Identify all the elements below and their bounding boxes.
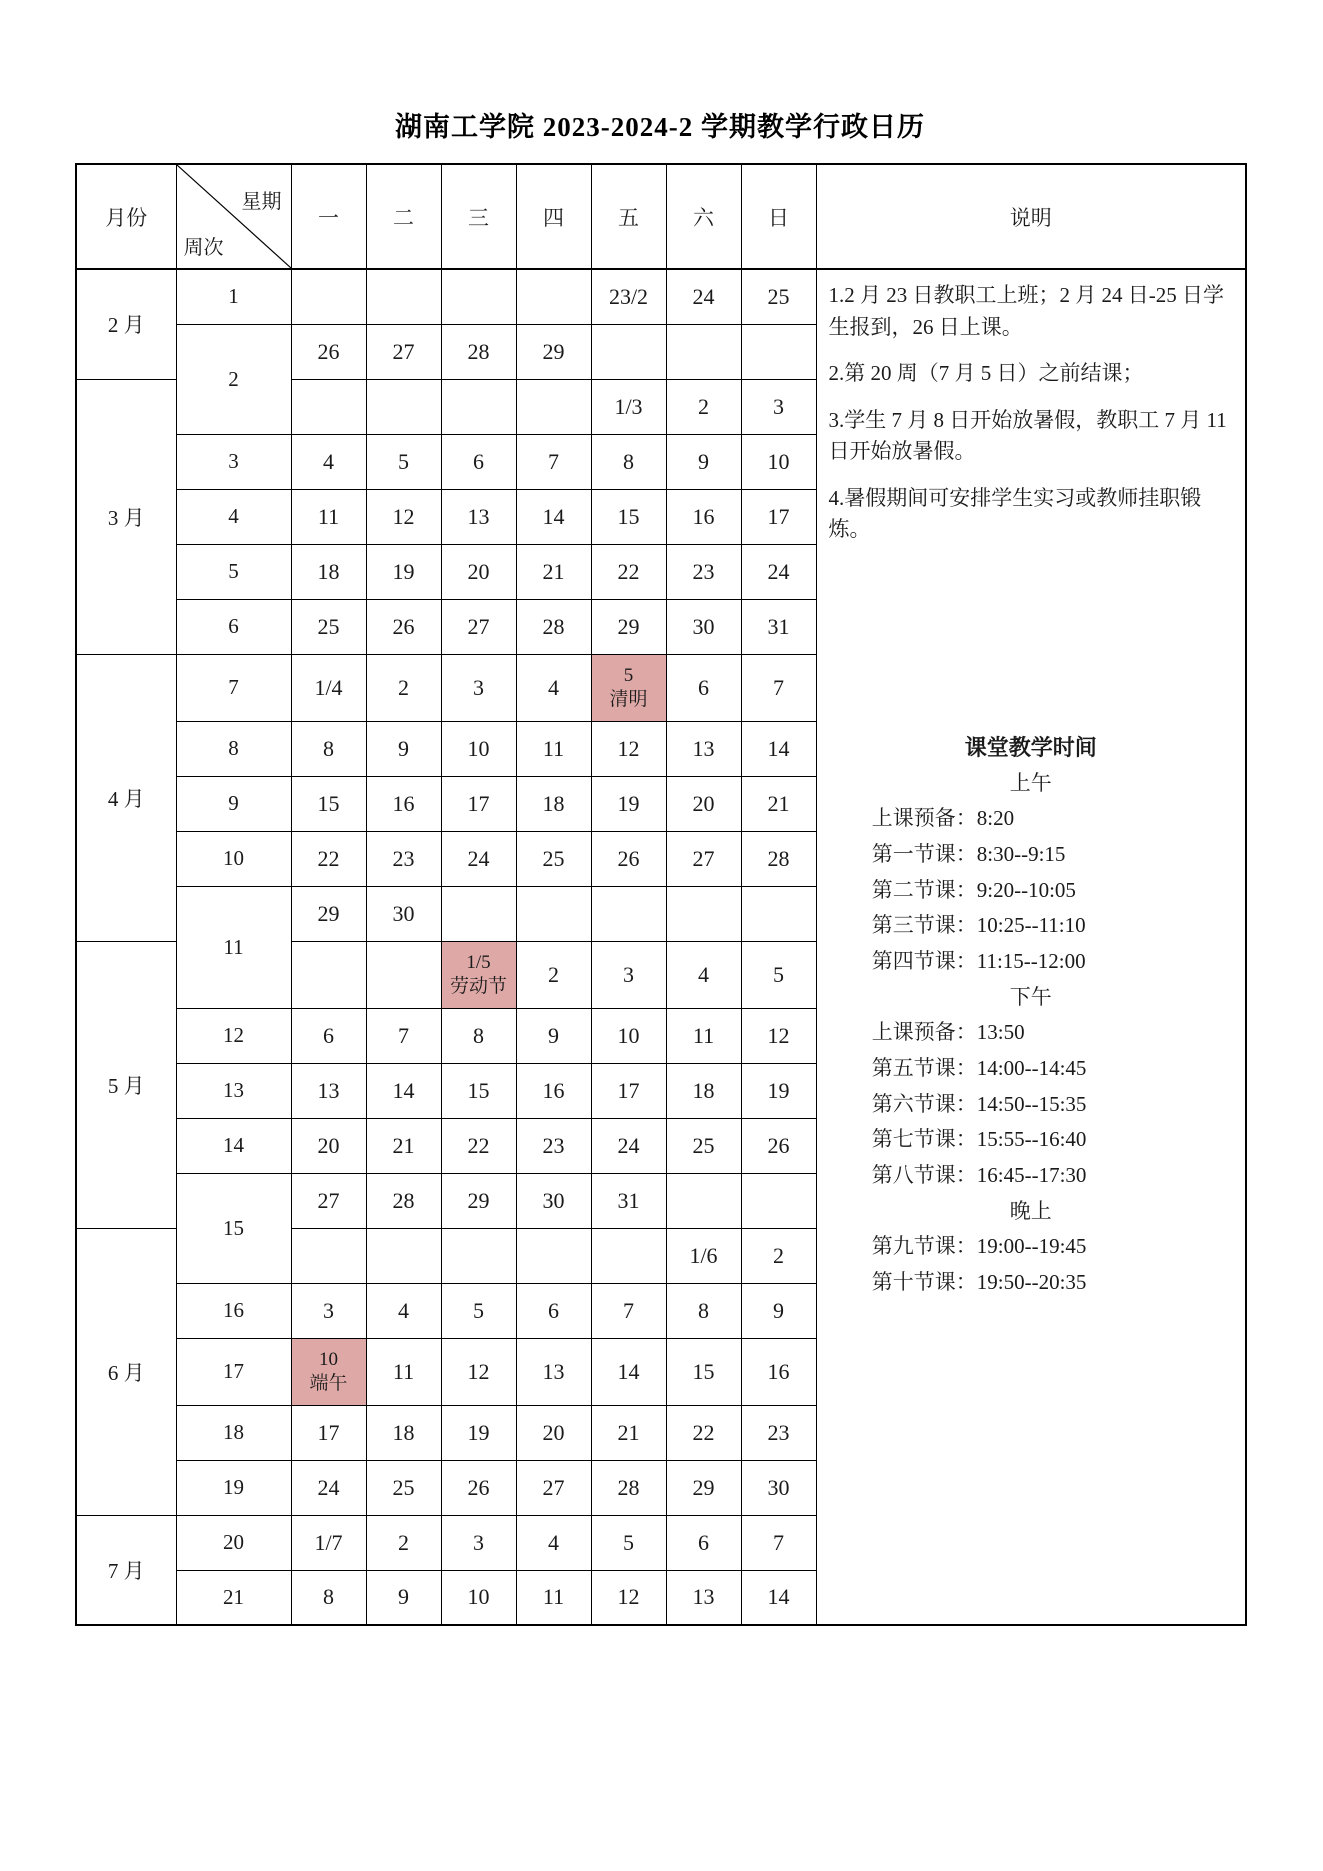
- header-weekday-label: 星期: [241, 191, 282, 213]
- week-cell-3: 3: [176, 434, 291, 489]
- day-cell: 13: [516, 1338, 591, 1405]
- day-cell: 23: [666, 544, 741, 599]
- day-cell: [366, 379, 441, 434]
- day-cell: 31: [591, 1173, 666, 1228]
- day-cell: 24: [441, 831, 516, 886]
- day-cell: [516, 886, 591, 941]
- header-weekno-label: 周次: [183, 237, 224, 259]
- day-cell: [291, 941, 366, 1008]
- day-cell: 20: [441, 544, 516, 599]
- day-cell: 11: [366, 1338, 441, 1405]
- day-cell: 14: [366, 1063, 441, 1118]
- day-cell: 29: [291, 886, 366, 941]
- schedule-line: 第八节课：16:45--17:30: [871, 1163, 1087, 1188]
- day-cell: 3: [441, 1515, 516, 1570]
- day-cell: 26: [441, 1460, 516, 1515]
- day-cell: 4: [516, 654, 591, 721]
- day-cell: 4: [291, 434, 366, 489]
- day-cell: 21: [741, 776, 816, 831]
- day-cell: 30: [516, 1173, 591, 1228]
- holiday-cell-duanwu: [291, 1338, 366, 1405]
- day-cell: 4: [666, 941, 741, 1008]
- month-cell-feb: 2 月: [76, 269, 176, 379]
- day-cell: 3: [741, 379, 816, 434]
- header-month: 月份: [76, 164, 176, 269]
- day-cell: 30: [666, 599, 741, 654]
- day-cell: [516, 1228, 591, 1283]
- day-cell: 31: [741, 599, 816, 654]
- day-cell: 15: [591, 489, 666, 544]
- day-cell: 6: [516, 1283, 591, 1338]
- day-cell: 22: [441, 1118, 516, 1173]
- holiday-cell-laodongjie: [441, 941, 516, 1008]
- day-cell: 9: [366, 721, 441, 776]
- week-cell-5: 5: [176, 544, 291, 599]
- schedule-line: 第九节课：19:00--19:45: [871, 1234, 1087, 1259]
- day-cell: 8: [591, 434, 666, 489]
- day-cell: 17: [741, 489, 816, 544]
- day-cell: 3: [441, 654, 516, 721]
- day-cell: 17: [441, 776, 516, 831]
- day-cell: 11: [666, 1008, 741, 1063]
- day-cell: 29: [516, 324, 591, 379]
- month-cell-apr: 4 月: [76, 654, 176, 941]
- note-item: 2.第 20 周（7 月 5 日）之前结课；: [828, 361, 1144, 385]
- day-cell: 13: [291, 1063, 366, 1118]
- day-cell: 25: [741, 269, 816, 324]
- day-cell: 21: [591, 1405, 666, 1460]
- day-cell: 2: [741, 1228, 816, 1283]
- day-cell: 23: [741, 1405, 816, 1460]
- holiday-date: 1/5: [466, 951, 491, 973]
- day-cell: 12: [441, 1338, 516, 1405]
- day-cell: 5: [366, 434, 441, 489]
- class-schedule: [829, 731, 1234, 1301]
- day-cell: 15: [441, 1063, 516, 1118]
- day-cell: 24: [741, 544, 816, 599]
- day-cell: 25: [516, 831, 591, 886]
- header-sat: 六: [666, 164, 741, 269]
- page-title: 湖南工学院 2023-2024-2 学期教学行政日历: [395, 112, 925, 142]
- day-cell: 9: [516, 1008, 591, 1063]
- day-cell: [441, 379, 516, 434]
- day-cell: 14: [591, 1338, 666, 1405]
- week-cell-14: 14: [176, 1118, 291, 1173]
- day-cell: 5: [441, 1283, 516, 1338]
- day-cell: 28: [441, 324, 516, 379]
- day-cell: [441, 269, 516, 324]
- day-cell: 18: [666, 1063, 741, 1118]
- notes-panel: [816, 269, 1246, 1625]
- schedule-section-evening: 晚上: [1009, 1198, 1052, 1223]
- day-cell: 17: [591, 1063, 666, 1118]
- day-cell: 16: [741, 1338, 816, 1405]
- holiday-name: 劳动节: [449, 975, 507, 997]
- header-tue: 二: [366, 164, 441, 269]
- day-cell: 13: [666, 1570, 741, 1625]
- day-cell: 22: [291, 831, 366, 886]
- day-cell: [366, 941, 441, 1008]
- day-cell: 7: [591, 1283, 666, 1338]
- day-cell: 22: [666, 1405, 741, 1460]
- day-cell: 1/6: [666, 1228, 741, 1283]
- day-cell: 25: [666, 1118, 741, 1173]
- day-cell: 28: [741, 831, 816, 886]
- day-cell: 18: [291, 544, 366, 599]
- schedule-title: 课堂教学时间: [964, 734, 1097, 760]
- day-cell: 29: [666, 1460, 741, 1515]
- schedule-line: 第二节课：9:20--10:05: [871, 877, 1076, 902]
- day-cell: [441, 1228, 516, 1283]
- day-cell: 7: [741, 654, 816, 721]
- day-cell: 7: [516, 434, 591, 489]
- day-cell: 12: [366, 489, 441, 544]
- header-sun: 日: [741, 164, 816, 269]
- day-cell: 4: [516, 1515, 591, 1570]
- day-cell: 14: [741, 1570, 816, 1625]
- day-cell: 10: [741, 434, 816, 489]
- day-cell: 25: [366, 1460, 441, 1515]
- day-cell: 6: [291, 1008, 366, 1063]
- day-cell: [516, 379, 591, 434]
- schedule-line: 上课预备：13:50: [871, 1020, 1025, 1045]
- note-item: 3.学生 7 月 8 日开始放暑假，教职工 7 月 11 日开始放暑假。: [828, 407, 1227, 463]
- day-cell: 24: [666, 269, 741, 324]
- holiday-date: 10: [319, 1348, 338, 1370]
- day-cell: 24: [591, 1118, 666, 1173]
- day-cell: 10: [591, 1008, 666, 1063]
- day-cell: 26: [591, 831, 666, 886]
- day-cell: 5: [591, 1515, 666, 1570]
- week-cell-4: 4: [176, 489, 291, 544]
- table-row: [76, 269, 1246, 324]
- day-cell: 2: [366, 654, 441, 721]
- week-cell-16: 16: [176, 1283, 291, 1338]
- day-cell: 4: [366, 1283, 441, 1338]
- schedule-section-morning: 上午: [1009, 770, 1052, 795]
- day-cell: 28: [366, 1173, 441, 1228]
- day-cell: 21: [516, 544, 591, 599]
- day-cell: 30: [366, 886, 441, 941]
- holiday-name: 端午: [309, 1372, 348, 1394]
- day-cell: 25: [291, 599, 366, 654]
- week-cell-18: 18: [176, 1405, 291, 1460]
- week-cell-7: 7: [176, 654, 291, 721]
- day-cell: 11: [516, 721, 591, 776]
- day-cell: [591, 886, 666, 941]
- note-item: 4.暑假期间可安排学生实习或教师挂职锻炼。: [828, 485, 1202, 541]
- schedule-section-afternoon: 下午: [1009, 984, 1052, 1009]
- day-cell: 8: [441, 1008, 516, 1063]
- day-cell: 2: [516, 941, 591, 1008]
- day-cell: 1/7: [291, 1515, 366, 1570]
- day-cell: 27: [291, 1173, 366, 1228]
- week-cell-17: 17: [176, 1338, 291, 1405]
- week-cell-9: 9: [176, 776, 291, 831]
- week-cell-2: 2: [176, 324, 291, 434]
- day-cell: [516, 269, 591, 324]
- day-cell: 10: [441, 1570, 516, 1625]
- week-cell-6: 6: [176, 599, 291, 654]
- day-cell: 11: [291, 489, 366, 544]
- day-cell: 19: [741, 1063, 816, 1118]
- day-cell: 12: [591, 721, 666, 776]
- day-cell: 18: [516, 776, 591, 831]
- day-cell: 27: [366, 324, 441, 379]
- day-cell: 3: [291, 1283, 366, 1338]
- day-cell: 28: [591, 1460, 666, 1515]
- day-cell: [366, 1228, 441, 1283]
- week-cell-8: 8: [176, 721, 291, 776]
- calendar-body: [76, 164, 1246, 1625]
- day-cell: 14: [741, 721, 816, 776]
- day-cell: 23: [366, 831, 441, 886]
- day-cell: 8: [291, 1570, 366, 1625]
- day-cell: 12: [741, 1008, 816, 1063]
- day-cell: [666, 324, 741, 379]
- day-cell: 15: [291, 776, 366, 831]
- week-cell-1: 1: [176, 269, 291, 324]
- schedule-line: 第三节课：10:25--11:10: [871, 913, 1086, 938]
- notes-text: [829, 280, 1234, 546]
- header-notes: 说明: [816, 164, 1246, 269]
- day-cell: 17: [291, 1405, 366, 1460]
- day-cell: 1/3: [591, 379, 666, 434]
- week-cell-13: 13: [176, 1063, 291, 1118]
- day-cell: 2: [666, 379, 741, 434]
- day-cell: 19: [366, 544, 441, 599]
- day-cell: 26: [741, 1118, 816, 1173]
- day-cell: 26: [291, 324, 366, 379]
- day-cell: [666, 886, 741, 941]
- day-cell: 21: [366, 1118, 441, 1173]
- day-cell: [291, 269, 366, 324]
- day-cell: 3: [591, 941, 666, 1008]
- day-cell: [591, 324, 666, 379]
- day-cell: 23: [516, 1118, 591, 1173]
- day-cell: 27: [516, 1460, 591, 1515]
- day-cell: 8: [291, 721, 366, 776]
- month-cell-may: 5 月: [76, 941, 176, 1228]
- day-cell: 14: [516, 489, 591, 544]
- schedule-line: 第五节课：14:00--14:45: [871, 1056, 1087, 1080]
- week-cell-21: 21: [176, 1570, 291, 1625]
- day-cell: 16: [516, 1063, 591, 1118]
- week-cell-11: 11: [176, 886, 291, 1008]
- day-cell: 30: [741, 1460, 816, 1515]
- day-cell: 16: [366, 776, 441, 831]
- day-cell: 20: [516, 1405, 591, 1460]
- day-cell: 5: [741, 941, 816, 1008]
- day-cell: 28: [516, 599, 591, 654]
- week-cell-15: 15: [176, 1173, 291, 1283]
- day-cell: 22: [591, 544, 666, 599]
- schedule-line: 第一节课：8:30--9:15: [871, 841, 1066, 866]
- day-cell: 10: [441, 721, 516, 776]
- day-cell: 20: [291, 1118, 366, 1173]
- day-cell: [441, 886, 516, 941]
- day-cell: [291, 1228, 366, 1283]
- day-cell: 19: [591, 776, 666, 831]
- day-cell: 8: [666, 1283, 741, 1338]
- day-cell: 6: [441, 434, 516, 489]
- day-cell: [666, 1173, 741, 1228]
- holiday-date: 5: [623, 664, 634, 686]
- note-item: 1.2 月 23 日教职工上班；2 月 24 日-25 日学生报到，26 日上课。: [828, 283, 1224, 339]
- header-wed: 三: [441, 164, 516, 269]
- day-cell: 6: [666, 1515, 741, 1570]
- day-cell: 7: [741, 1515, 816, 1570]
- day-cell: 24: [291, 1460, 366, 1515]
- month-cell-mar: 3 月: [76, 379, 176, 654]
- day-cell: 9: [666, 434, 741, 489]
- day-cell: 15: [666, 1338, 741, 1405]
- week-cell-10: 10: [176, 831, 291, 886]
- week-cell-19: 19: [176, 1460, 291, 1515]
- day-cell: [291, 379, 366, 434]
- day-cell: [366, 269, 441, 324]
- day-cell: 19: [441, 1405, 516, 1460]
- day-cell: [741, 886, 816, 941]
- day-cell: 23/2: [591, 269, 666, 324]
- day-cell: 29: [591, 599, 666, 654]
- schedule-line: 第六节课：14:50--15:35: [871, 1091, 1087, 1116]
- day-cell: 13: [666, 721, 741, 776]
- day-cell: 18: [366, 1405, 441, 1460]
- month-cell-jun: 6 月: [76, 1228, 176, 1515]
- header-fri: 五: [591, 164, 666, 269]
- schedule-line: 第十节课：19:50--20:35: [871, 1270, 1087, 1295]
- day-cell: 6: [666, 654, 741, 721]
- day-cell: 29: [441, 1173, 516, 1228]
- day-cell: 7: [366, 1008, 441, 1063]
- day-cell: 26: [366, 599, 441, 654]
- day-cell: [741, 1173, 816, 1228]
- day-cell: [741, 324, 816, 379]
- day-cell: 2: [366, 1515, 441, 1570]
- day-cell: 27: [441, 599, 516, 654]
- schedule-line: 上课预备：8:20: [871, 806, 1015, 831]
- week-cell-12: 12: [176, 1008, 291, 1063]
- day-cell: 11: [516, 1570, 591, 1625]
- day-cell: 16: [666, 489, 741, 544]
- schedule-line: 第四节课：11:15--12:00: [871, 948, 1086, 973]
- holiday-cell-qingming: [591, 654, 666, 721]
- day-cell: 12: [591, 1570, 666, 1625]
- week-cell-20: 20: [176, 1515, 291, 1570]
- day-cell: 9: [366, 1570, 441, 1625]
- header-thu: 四: [516, 164, 591, 269]
- header-mon: 一: [291, 164, 366, 269]
- header-diagonal: [176, 164, 291, 269]
- calendar-table: [75, 163, 1247, 1626]
- day-cell: 27: [666, 831, 741, 886]
- day-cell: [591, 1228, 666, 1283]
- day-cell: 1/4: [291, 654, 366, 721]
- day-cell: 13: [441, 489, 516, 544]
- day-cell: 9: [741, 1283, 816, 1338]
- holiday-name: 清明: [609, 688, 648, 710]
- day-cell: 20: [666, 776, 741, 831]
- month-cell-jul: 7 月: [76, 1515, 176, 1625]
- schedule-line: 第七节课：15:55--16:40: [871, 1127, 1087, 1152]
